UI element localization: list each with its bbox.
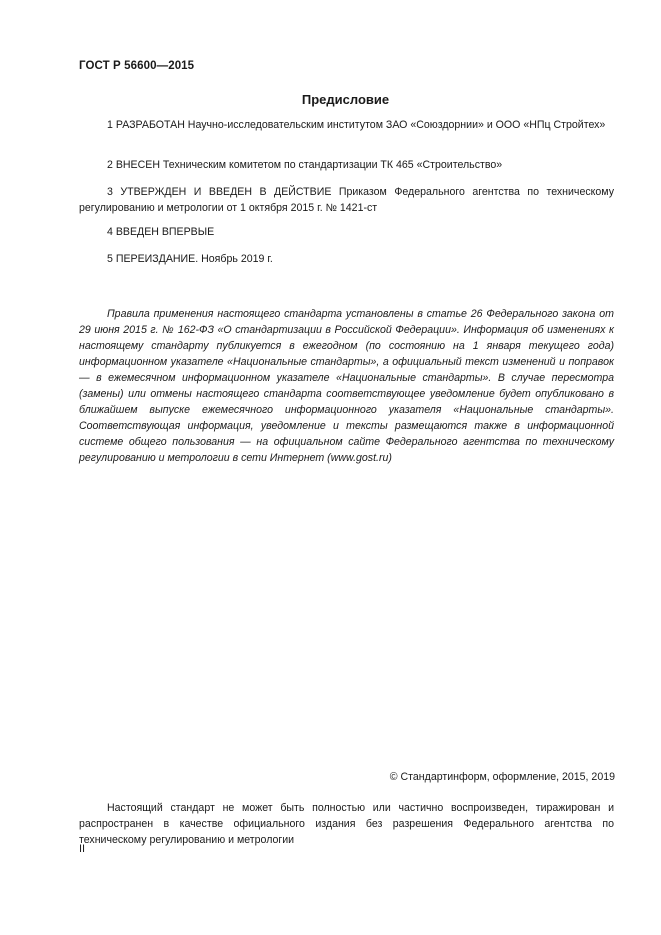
page-title: Предисловие — [301, 92, 390, 107]
foreword-item-4: 4 ВВЕДЕН ВПЕРВЫЕ — [107, 226, 215, 238]
notice-paragraph: Правила применения настоящего стандарта установлены в статье 26 Федерального закона от 29 июня 2015 г. № 162-ФЗ «О стандартизации в Российской Федерации». Информация об изменениях к настоящему стандарту публикуется в ежегодном (по состоянию на 1 января текущего года) информационном указателе «Национальные стандарты», а официальный текст изменений и поправок — в ежемесячном информационном указателе «Национальные стандарты». В случае пересмотра (замены) или отмены настоящего стандарта соответствующее уведомление будет опубликовано в ближайшем выпуске ежемесячного информационного указателя «Национальные стандарты». Соответствующая информация, уведомление и тексты размещаются также в информационной системе общего пользования — на официальном сайте Федерального агентства по техническому регулированию и метрологии в сети Интернет (www.gost.ru) — [79, 308, 614, 464]
reproduction-notice: Настоящий стандарт не может быть полностью или частично воспроизведен, тиражирован и распространен в качестве официального издания без разрешения Федерального агентства по техническому регулированию и метрологии — [79, 802, 614, 846]
foreword-item-1: 1 РАЗРАБОТАН Научно-исследовательским институтом ЗАО «Союздорнии» и ООО «НПц Стройтех» — [107, 119, 606, 131]
foreword-item-5: 5 ПЕРЕИЗДАНИЕ. Ноябрь 2019 г. — [107, 253, 273, 265]
document-header: ГОСТ Р 56600—2015 — [79, 60, 195, 72]
foreword-item-3: 3 УТВЕРЖДЕН И ВВЕДЕН В ДЕЙСТВИЕ Приказом Федерального агентства по техническому регулированию и метрологии от 1 октября 2015 г. № 1421-ст — [79, 186, 614, 214]
copyright-line: © Стандартинформ, оформление, 2015, 2019 — [389, 771, 615, 783]
page-number: II — [79, 843, 86, 855]
foreword-item-2: 2 ВНЕСЕН Техническим комитетом по стандартизации ТК 465 «Строительство» — [107, 159, 503, 171]
